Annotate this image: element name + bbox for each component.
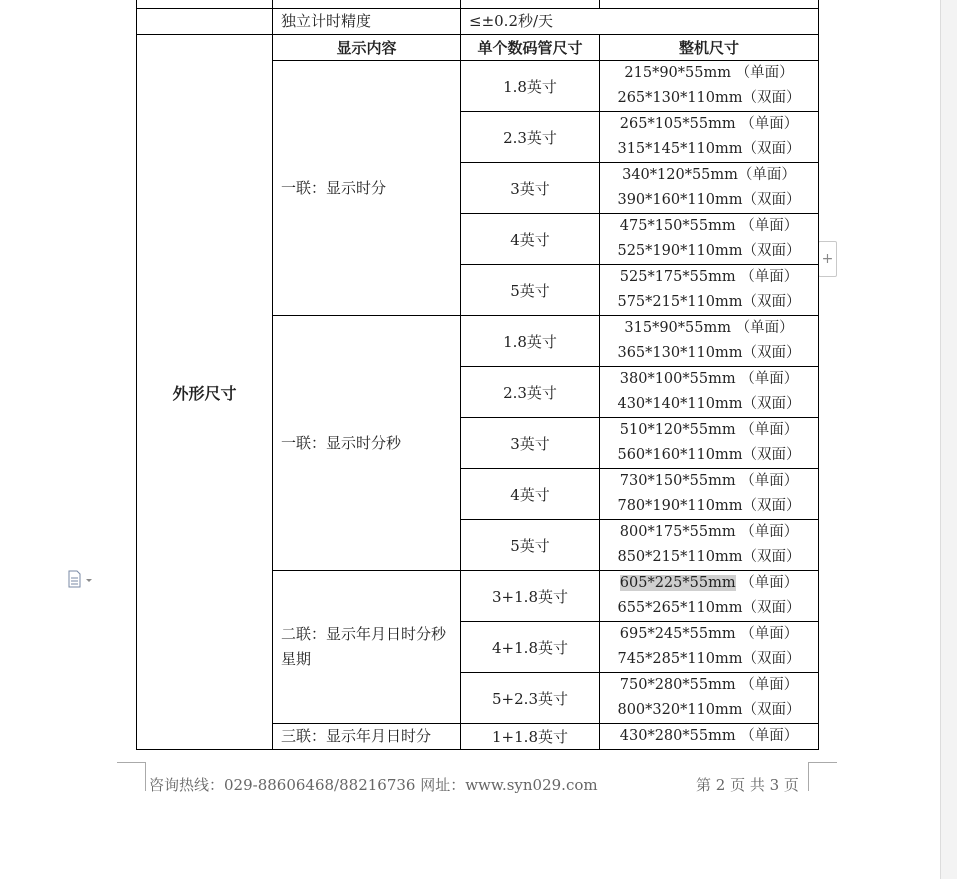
digit-size-cell: 3英寸 — [461, 418, 600, 469]
machine-size-cell — [600, 214, 819, 265]
dimension-line: 340*120*55mm（单面） — [622, 167, 796, 183]
dimension-line: 745*285*110mm（双面） — [617, 651, 801, 667]
digit-size-cell: 5英寸 — [461, 520, 600, 571]
dimension-line: 265*130*110mm（双面） — [617, 90, 801, 106]
dimension-line: 575*215*110mm（双面） — [617, 294, 801, 310]
dimension-line: 265*105*55mm （单面） — [619, 116, 799, 132]
right-gutter — [940, 0, 957, 879]
machine-size-cell — [600, 418, 819, 469]
digit-size-cell: 2.3英寸 — [461, 367, 600, 418]
dimension-line: 215*90*55mm （单面） — [624, 65, 794, 81]
header-row — [137, 35, 819, 61]
dimension-line: 525*175*55mm （单面） — [619, 269, 799, 285]
dimension-line: 605*225*55mm （单面） — [619, 575, 799, 591]
column-header: 单个数码管尺寸 — [461, 35, 600, 61]
selected-text-highlight[interactable]: 605*225*55mm — [619, 575, 736, 591]
dimension-line: 750*280*55mm （单面） — [619, 677, 799, 693]
digit-size-cell: 1.8英寸 — [461, 61, 600, 112]
footer-page-info: 第 2 页 共 3 页 — [696, 776, 799, 794]
machine-size-cell — [600, 469, 819, 520]
dimension-line: 430*140*110mm（双面） — [617, 396, 801, 412]
machine-size-cell — [600, 61, 819, 112]
display-content-cell: 一联：显示时分 — [273, 61, 461, 316]
machine-size-cell — [600, 265, 819, 316]
digit-size-cell: 3英寸 — [461, 163, 600, 214]
dimension-line: 850*215*110mm（双面） — [617, 549, 801, 565]
digit-size-cell: 4+1.8英寸 — [461, 622, 600, 673]
dimension-line: 800*175*55mm （单面） — [619, 524, 799, 540]
digit-size-cell: 4英寸 — [461, 214, 600, 265]
machine-size-cell — [600, 673, 819, 724]
accuracy-label: 独立计时精度 — [273, 9, 461, 35]
footer-corner-right — [808, 762, 837, 791]
dimension-line: 525*190*110mm（双面） — [617, 243, 801, 259]
dimension-line: 780*190*110mm（双面） — [617, 498, 801, 514]
dimension-line: 800*320*110mm（双面） — [617, 702, 801, 718]
digit-size-cell: 2.3英寸 — [461, 112, 600, 163]
add-row-button[interactable] — [818, 241, 837, 277]
dimension-line: 655*265*110mm（双面） — [617, 600, 801, 616]
dimension-line: 315*90*55mm （单面） — [624, 320, 794, 336]
dimension-line: 380*100*55mm （单面） — [619, 371, 799, 387]
display-content-cell: 二联：显示年月日时分秒星期 — [273, 571, 461, 724]
machine-size-cell — [600, 163, 819, 214]
accuracy-row — [137, 9, 819, 35]
machine-size-cell — [600, 571, 819, 622]
dimension-line: 560*160*110mm（双面） — [617, 447, 801, 463]
dimension-line: 390*160*110mm（双面） — [617, 192, 801, 208]
dimension-line: 475*150*55mm （单面） — [619, 218, 799, 234]
footer-hotline: 咨询热线：029-88606468/88216736 网址：www.syn029.com — [149, 776, 598, 794]
column-header: 显示内容 — [273, 35, 461, 61]
plus-icon: + — [821, 251, 834, 267]
footer-corner-left — [117, 762, 146, 791]
dimension-line: 315*145*110mm（双面） — [617, 141, 801, 157]
document-icon[interactable] — [67, 570, 97, 588]
digit-size-cell: 4英寸 — [461, 469, 600, 520]
dimension-line: 510*120*55mm （单面） — [619, 422, 799, 438]
dimension-line: 695*245*55mm （单面） — [619, 626, 799, 642]
digit-size-cell: 3+1.8英寸 — [461, 571, 600, 622]
accuracy-value: ≤±0.2秒/天 — [461, 9, 819, 35]
dimension-line: 430*280*55mm （单面） — [619, 728, 799, 744]
digit-size-cell: 5+2.3英寸 — [461, 673, 600, 724]
machine-size-cell — [600, 724, 819, 750]
outer-size-label: 外形尺寸 — [137, 35, 273, 750]
dimension-line: 730*150*55mm （单面） — [619, 473, 799, 489]
dimension-line: 365*130*110mm（双面） — [617, 345, 801, 361]
column-header: 整机尺寸 — [600, 35, 819, 61]
machine-size-cell — [600, 316, 819, 367]
cut-row-top — [137, 0, 819, 9]
machine-size-cell — [600, 622, 819, 673]
digit-size-cell: 1+1.8英寸 — [461, 724, 600, 750]
machine-size-cell — [600, 112, 819, 163]
display-content-cell: 一联：显示时分秒 — [273, 316, 461, 571]
display-content-cell: 三联：显示年月日时分 — [273, 724, 461, 750]
digit-size-cell: 5英寸 — [461, 265, 600, 316]
digit-size-cell: 1.8英寸 — [461, 316, 600, 367]
machine-size-cell — [600, 520, 819, 571]
spec-table — [136, 0, 819, 750]
machine-size-cell — [600, 367, 819, 418]
